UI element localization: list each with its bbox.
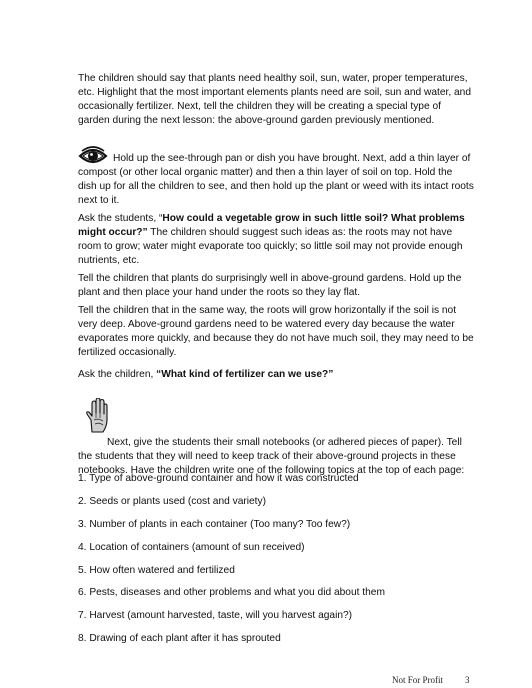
list-item: 8. Drawing of each plant after it has sprouted bbox=[78, 633, 281, 644]
list-item: 3. Number of plants in each container (Too many? Too few?) bbox=[78, 519, 351, 530]
text-line: occasionally fertilizer. Next, tell the children they will be creating a special type of bbox=[78, 101, 441, 112]
text-line: nutrients, etc. bbox=[78, 255, 140, 266]
intro-paragraph bbox=[78, 72, 486, 128]
text-line: compost (or other local organic matter) and then a thin layer of soil on top. Hold the bbox=[78, 167, 453, 178]
list-item: 4. Location of containers (amount of sun received) bbox=[78, 542, 305, 553]
materials-paragraph bbox=[78, 152, 486, 208]
text-line: Hold up the see-through pan or dish you have brought. Next, add a thin layer of bbox=[113, 153, 471, 164]
text-line bbox=[78, 226, 486, 240]
question-text: “What kind of fertilizer can we use?” bbox=[156, 369, 334, 380]
notebooks-paragraph bbox=[78, 436, 486, 478]
text-line: notebooks. Have the children write one of the following topics at the top of each page: bbox=[78, 465, 465, 476]
list-item: 1. Type of above-ground container and how it was constructed bbox=[78, 473, 359, 484]
text-line bbox=[78, 212, 486, 226]
footer-text: Not For Profit bbox=[392, 675, 444, 685]
hand-icon bbox=[86, 398, 108, 434]
text-line: plant and then place your hand under the roots so they lay flat. bbox=[78, 287, 361, 298]
list-item: 2. Seeds or plants used (cost and variety) bbox=[78, 496, 267, 507]
text-line: etc. Highlight that the most important elements plants need are soil, sun and water, and bbox=[78, 87, 472, 98]
text-line: garden during the next lesson: the above-ground garden previously mentioned. bbox=[78, 115, 435, 126]
text-line bbox=[78, 368, 486, 382]
text-line: dish up for all the children to see, and then hold up the plant or weed with its intact roots bbox=[78, 181, 474, 192]
question-text: How could a vegetable grow in such little soil? What problems bbox=[162, 213, 465, 224]
question-text: might occur?” bbox=[78, 227, 148, 238]
text-line: Tell the children that plants do surprisingly well in above-ground gardens. Hold up the bbox=[78, 273, 462, 284]
text-run: Ask the children, bbox=[78, 369, 157, 380]
page-footer bbox=[392, 675, 470, 685]
question-paragraph bbox=[78, 212, 486, 268]
text-line: room to grow; water might evaporate too quickly; so little soil may not provide enough bbox=[78, 241, 463, 252]
text-line: fertilized occasionally. bbox=[78, 347, 177, 358]
text-line: Next, give the students their small notebooks (or adhered pieces of paper). Tell bbox=[107, 437, 462, 448]
text-line: Tell the children that in the same way, the roots will grow horizontally if the soil is not bbox=[78, 305, 457, 316]
text-line: The children should say that plants need healthy soil, sun, water, proper temperatures, bbox=[78, 73, 468, 84]
fertilizer-question bbox=[78, 368, 486, 382]
list-item: 5. How often watered and fertilized bbox=[78, 565, 235, 576]
above-ground-paragraph bbox=[78, 272, 486, 300]
text-run: The children should suggest such ideas as: the roots may not have bbox=[147, 227, 453, 238]
list-item: 6. Pests, diseases and other problems and what you did about them bbox=[78, 587, 385, 598]
text-line: very deep. Above-ground gardens need to be watered every day because the water bbox=[78, 319, 455, 330]
text-line: next to it. bbox=[78, 195, 120, 206]
text-run: Ask the students, “ bbox=[78, 213, 163, 224]
text-line: the students that they will need to keep track of their above-ground projects in these bbox=[78, 451, 456, 462]
roots-paragraph bbox=[78, 304, 486, 360]
text-line: evaporates more quickly, and because they do not have much soil, they may need to be bbox=[78, 333, 474, 344]
page-number: 3 bbox=[465, 675, 470, 685]
list-item: 7. Harvest (amount harvested, taste, will you harvest again?) bbox=[78, 610, 353, 621]
